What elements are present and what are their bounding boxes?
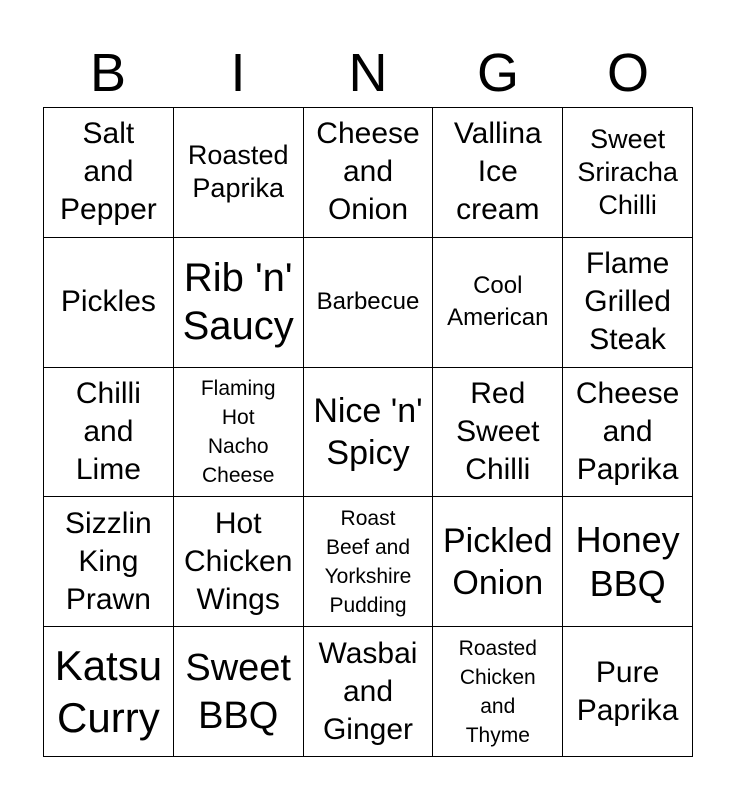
- cell-label: Rib 'n' Saucy: [182, 256, 294, 349]
- bingo-cell[interactable]: [174, 627, 304, 757]
- bingo-cell[interactable]: [304, 627, 434, 757]
- bingo-cell[interactable]: [304, 238, 434, 368]
- bingo-cell[interactable]: [44, 497, 174, 627]
- bingo-cell[interactable]: [174, 497, 304, 627]
- bingo-cell[interactable]: [563, 627, 693, 757]
- cell-label: Vallina Ice cream: [453, 117, 542, 227]
- bingo-header: [43, 40, 693, 106]
- bingo-board: [43, 107, 693, 757]
- cell-label: Pickles: [60, 285, 156, 319]
- bingo-cell[interactable]: [304, 368, 434, 498]
- cell-label: Pickled Onion: [442, 521, 553, 602]
- bingo-cell[interactable]: [174, 238, 304, 368]
- bingo-cell[interactable]: [433, 497, 563, 627]
- cell-label: Roasted Paprika: [187, 140, 289, 204]
- bingo-cell[interactable]: [44, 108, 174, 238]
- cell-label: Flaming Hot Nacho Cheese: [200, 376, 276, 487]
- cell-label: Red Sweet Chilli: [456, 376, 540, 486]
- bingo-cell[interactable]: [433, 238, 563, 368]
- bingo-cell[interactable]: [563, 108, 693, 238]
- bingo-cell[interactable]: [44, 238, 174, 368]
- header-letter-n: N: [348, 43, 388, 103]
- cell-label: Sizzlin King Prawn: [65, 506, 152, 616]
- bingo-cell[interactable]: [44, 627, 174, 757]
- cell-label: Roast Beef and Yorkshire Pudding: [324, 506, 412, 617]
- cell-label: Cool American: [447, 272, 549, 332]
- bingo-cell[interactable]: [433, 368, 563, 498]
- cell-label: Wasbai and Ginger: [318, 636, 418, 746]
- bingo-cell[interactable]: [304, 497, 434, 627]
- bingo-cell[interactable]: [44, 368, 174, 498]
- cell-label: Barbecue: [316, 288, 420, 316]
- bingo-cell[interactable]: [433, 627, 563, 757]
- cell-label: Cheese and Onion: [316, 117, 420, 227]
- cell-label: Honey BBQ: [575, 518, 680, 604]
- cell-label: Hot Chicken Wings: [184, 506, 293, 616]
- cell-label: Roasted Chicken and Thyme: [458, 636, 537, 747]
- bingo-cell[interactable]: [563, 368, 693, 498]
- bingo-cell[interactable]: [563, 238, 693, 368]
- bingo-cell[interactable]: [304, 108, 434, 238]
- cell-label: Sweet BBQ: [185, 646, 291, 737]
- cell-label: Flame Grilled Steak: [584, 247, 671, 357]
- cell-label: Sweet Sriracha Chilli: [577, 123, 678, 220]
- cell-label: Nice 'n' Spicy: [313, 391, 423, 472]
- header-letter-g: G: [476, 43, 519, 103]
- bingo-cell[interactable]: [174, 368, 304, 498]
- cell-label: Cheese and Paprika: [575, 376, 680, 486]
- header-letter-b: B: [89, 43, 127, 103]
- bingo-cell[interactable]: [174, 108, 304, 238]
- bingo-cell[interactable]: [433, 108, 563, 238]
- cell-label: Pure Paprika: [576, 655, 679, 727]
- cell-label: Katsu Curry: [54, 641, 163, 741]
- header-letter-i: I: [230, 43, 246, 103]
- cell-label: Salt and Pepper: [60, 117, 157, 227]
- header-letter-o: O: [606, 43, 649, 103]
- bingo-cell[interactable]: [563, 497, 693, 627]
- cell-label: Chilli and Lime: [75, 376, 141, 486]
